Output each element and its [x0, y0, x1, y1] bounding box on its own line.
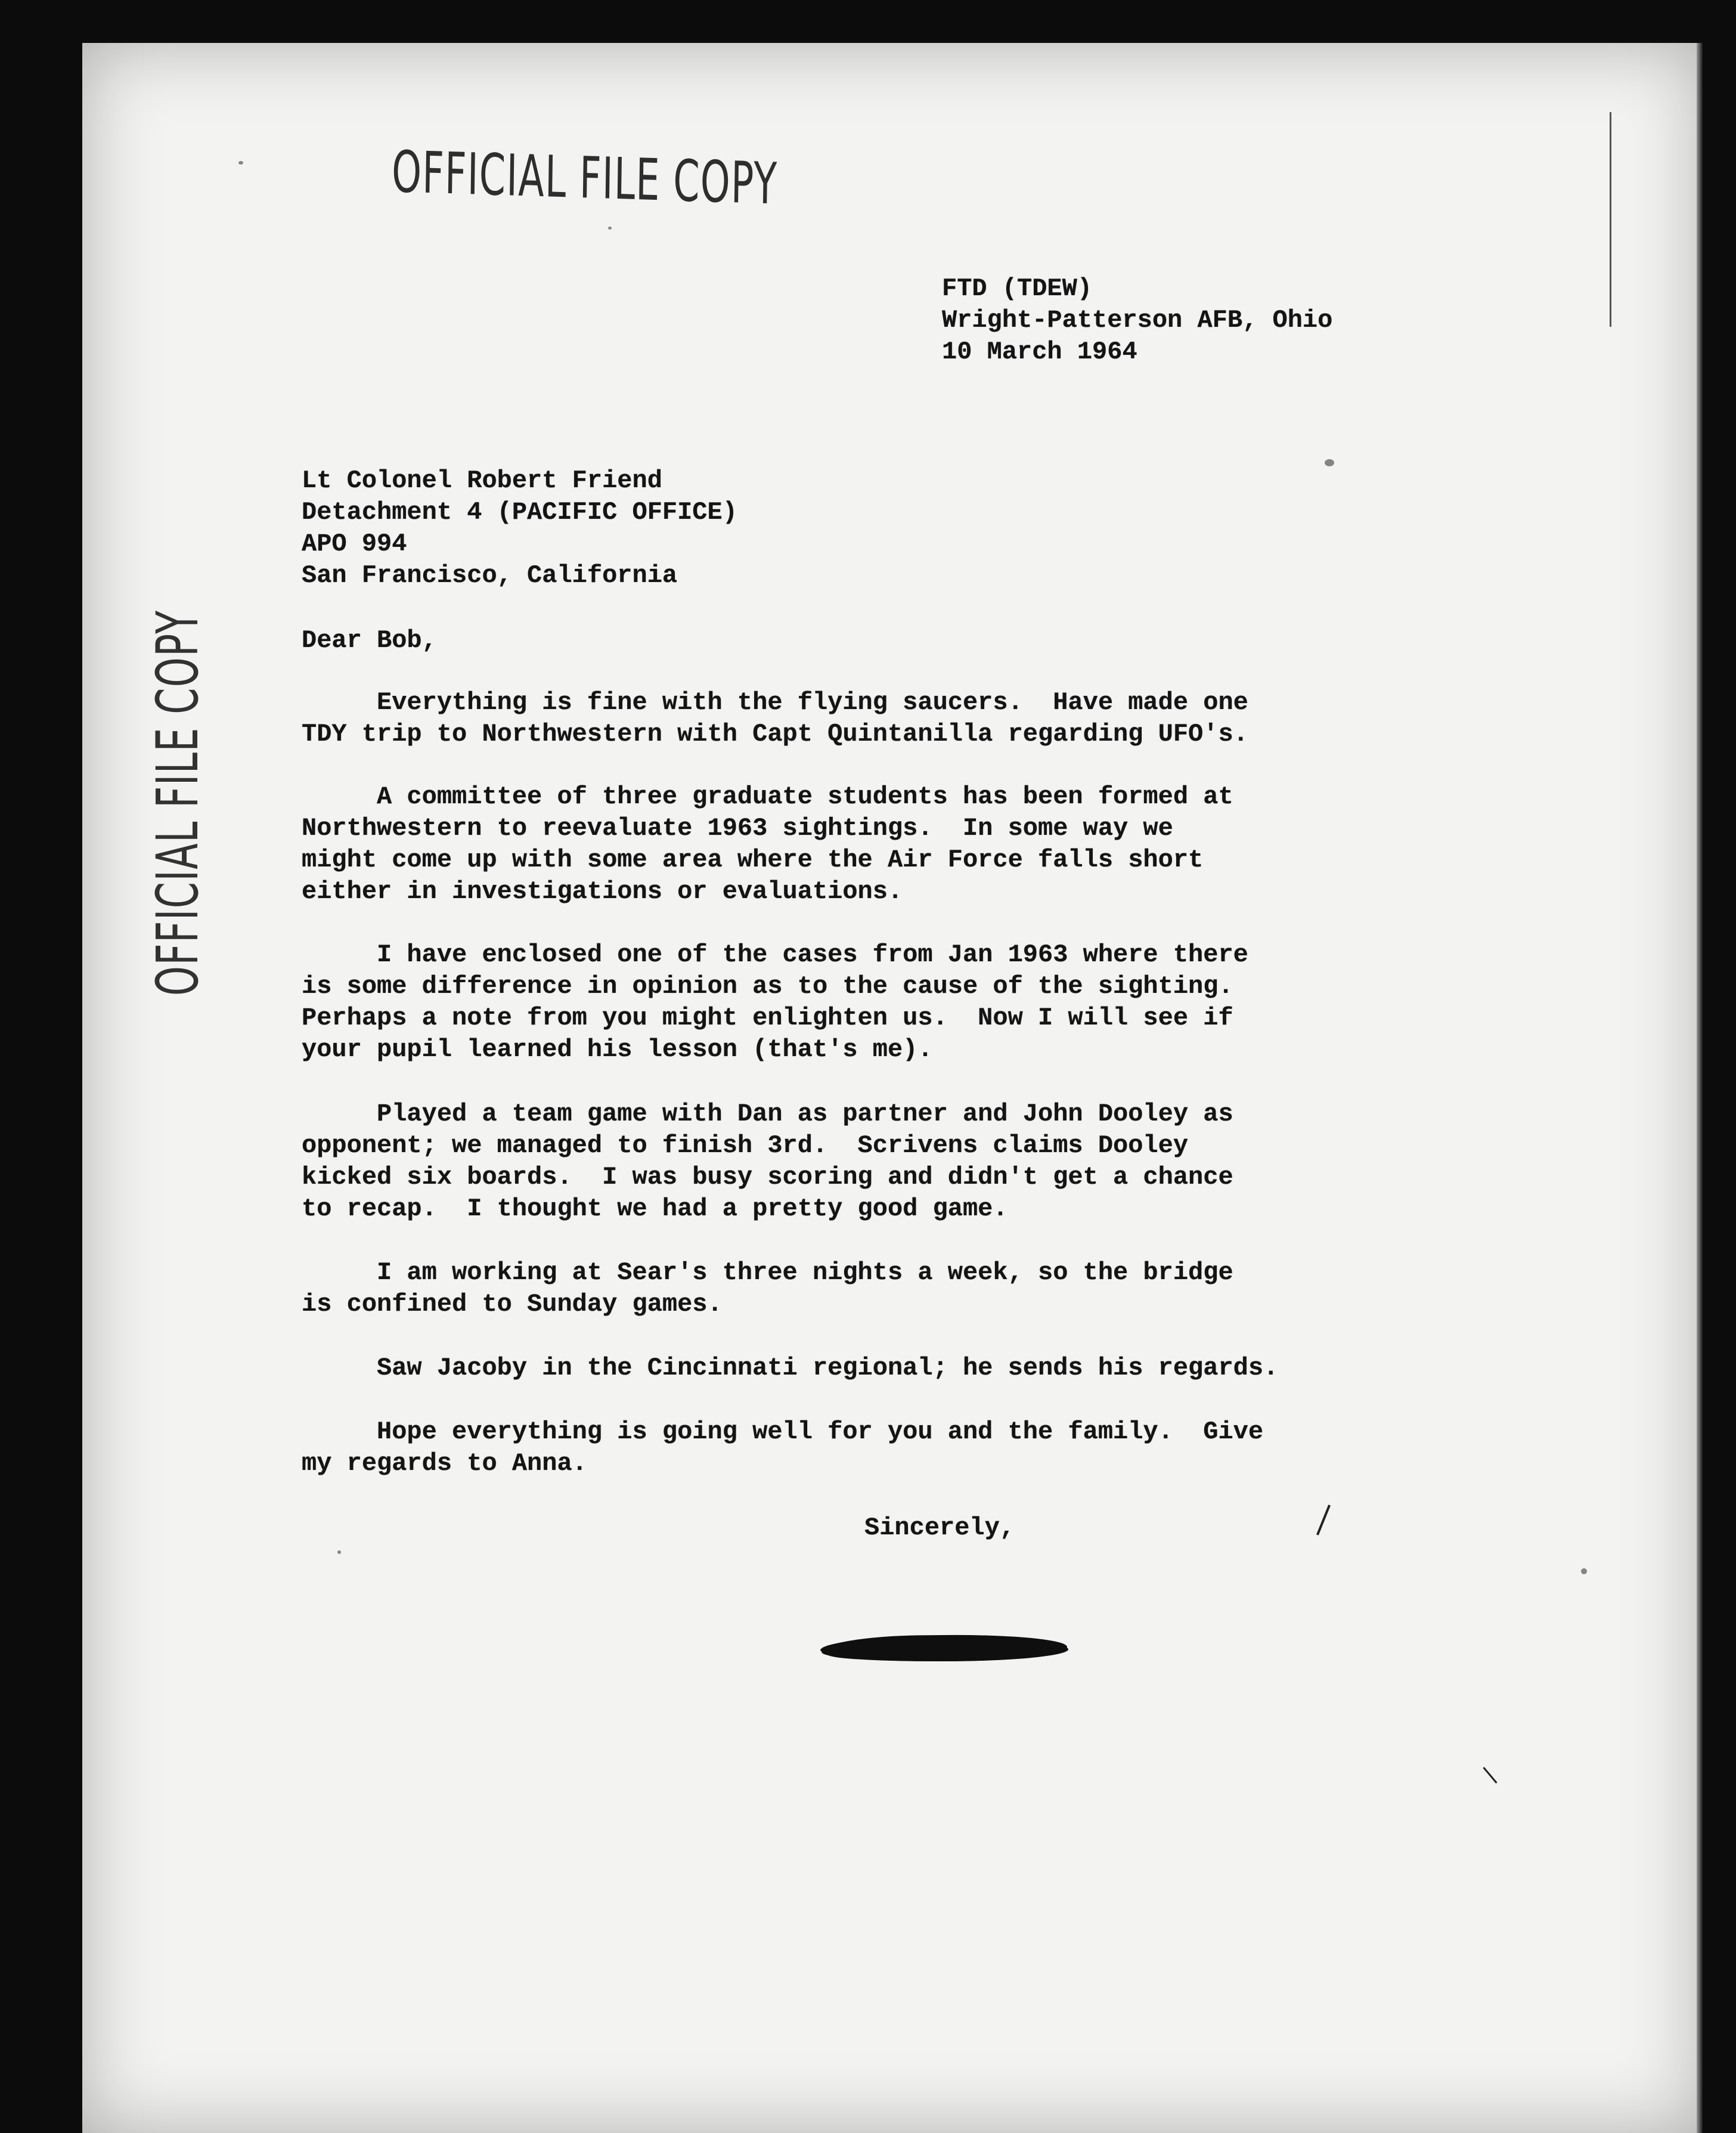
recipient-address [302, 465, 838, 592]
body-paragraph: A committee of three graduate students has been formed at Northwestern to reevaluate 1963 sightings. In some way we might come up with some area where the Air Force falls short either in investigations or evaluations. [302, 782, 1233, 906]
official-file-copy-side-stamp [142, 584, 213, 996]
side-stamp-text: OFFICIAL FILE COPY [144, 609, 211, 996]
scan-speck [608, 227, 612, 230]
body-paragraph: Saw Jacoby in the Cincinnati regional; he sends his regards. [302, 1354, 1279, 1382]
official-file-copy-stamp: OFFICIAL FILE COPY [391, 138, 778, 218]
salutation: Dear Bob, [302, 626, 437, 655]
recipient-apo: APO 994 [302, 530, 407, 558]
scan-speck [1581, 1568, 1587, 1574]
paper-sheet [82, 43, 1703, 2133]
body-paragraph: Everything is fine with the flying saucers. Have made one TDY trip to Northwestern with Capt Quintanilla regarding UFO's. [302, 688, 1248, 748]
sender-location: Wright-Patterson AFB, Ohio [942, 306, 1333, 335]
sender-office: FTD (TDEW) [942, 274, 1093, 303]
closing: Sincerely, [864, 1513, 1015, 1542]
body-paragraph: Played a team game with Dan as partner and John Dooley as opponent; we managed to finish 3rd. Scrivens claims Dooley kicked six boards. I was busy scoring and didn't get a chance to recap. I thought we had a pretty good game. [302, 1100, 1233, 1223]
body-paragraph: I am working at Sear's three nights a week, so the bridge is confined to Sunday games. [302, 1258, 1233, 1318]
scan-scratch [1610, 112, 1611, 327]
scan-speck [337, 1550, 341, 1554]
recipient-city: San Francisco, California [302, 561, 678, 590]
sender-header [942, 273, 1419, 368]
body-paragraph: I have enclosed one of the cases from Jan 1963 where there is some difference in opinion as to the cause of the sighting. Perhaps a note from you might enlighten us. Now I will see if your pupil learned his lesson (that's me). [302, 940, 1248, 1064]
paper-edge [1697, 43, 1703, 2133]
recipient-name: Lt Colonel Robert Friend [302, 466, 662, 495]
scan-speck [1325, 459, 1334, 466]
letter-date: 10 March 1964 [942, 338, 1137, 366]
recipient-unit: Detachment 4 (PACIFIC OFFICE) [302, 498, 737, 527]
body-paragraph: Hope everything is going well for you and the family. Give my regards to Anna. [302, 1417, 1264, 1478]
scan-speck [238, 161, 243, 165]
